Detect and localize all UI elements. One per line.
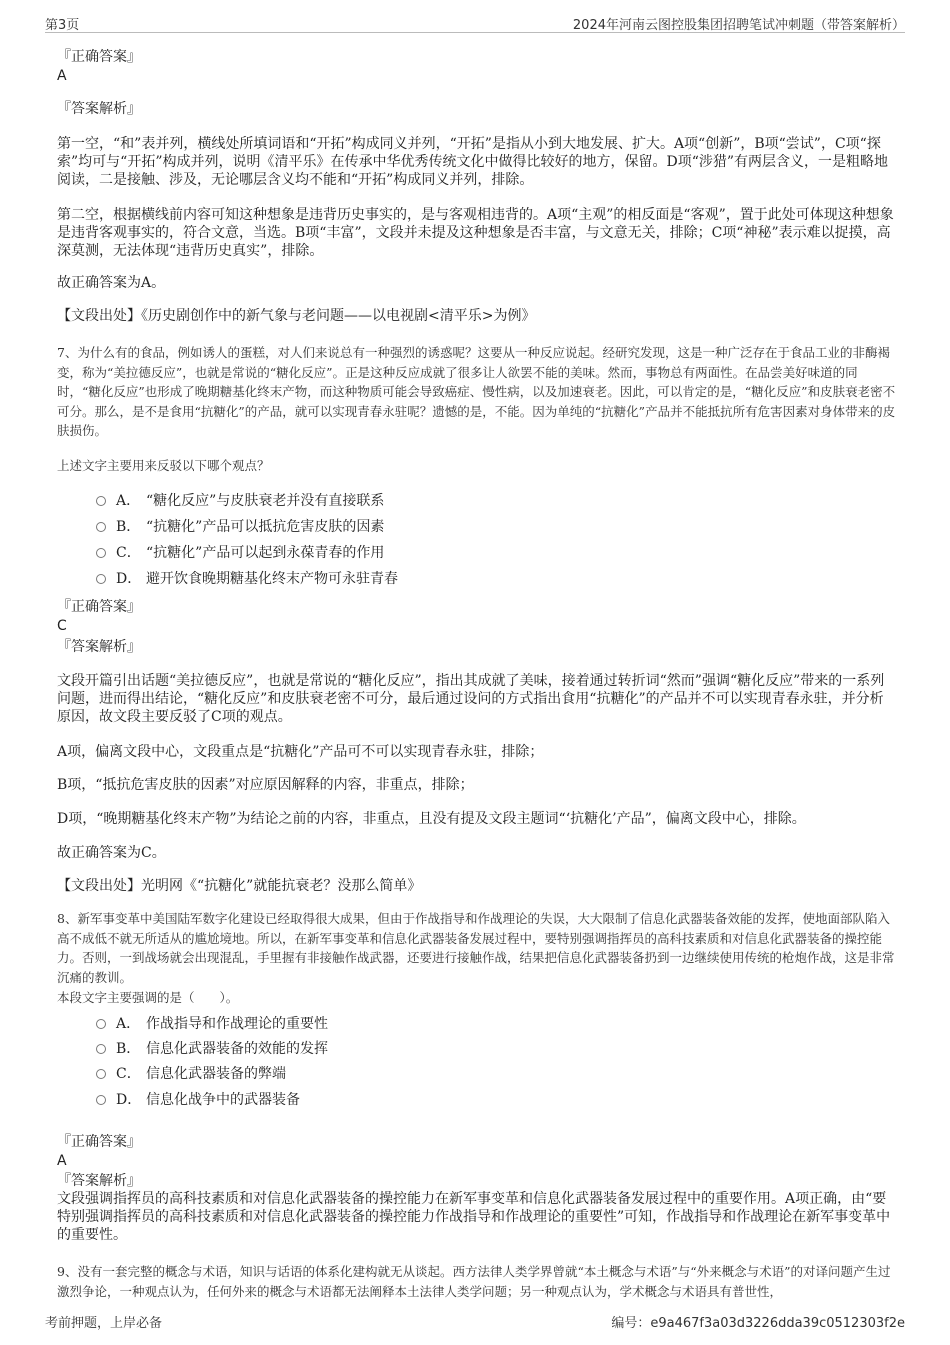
analysis-paragraph: 第二空，根据横线前内容可知这种想象是违背历史事实的，是与客观相违背的。A项“主观”的相反面是“客观”，置于此处可体现这种想象是违背客观事实的，符合文意，当选。B项“丰富”，文段并未提及这种想象是否丰富，与文意无关，排除；C项“神秘”表示难以捉摸，高深莫测，无法体现“违背历史真实”，排除。 (57, 207, 894, 259)
radio-icon[interactable] (96, 1044, 106, 1054)
document-title: 2024年河南云图控股集团招聘笔试冲刺题（带答案解析） (572, 18, 905, 33)
question-prompt: 本段文字主要强调的是（ ）。 (57, 990, 239, 1005)
correct-answer-label: 『正确答案』 (57, 1134, 141, 1150)
source-citation: 【文段出处】《历史剧创作中的新气象与老问题——以电视剧<清平乐>为例》 (57, 308, 536, 324)
analysis-label: 『答案解析』 (57, 639, 141, 655)
option-d[interactable]: D． 避开饮食晚期糖基化终末产物可永驻青春 (96, 570, 398, 588)
analysis-paragraph: 第一空，“和”表并列，横线处所填词语和“开拓”构成同义并列，“开拓”是指从小到大地发展、扩大。A项“创新”，B项“尝试”，C项“探索”均可与“开拓”构成并列，说明《清平乐》在传承中华优秀传统文化中做得比较好的地方，保留。D项“涉猎”有两层含义，一是粗略地阅读，二是接触、涉及，无论哪层含义均不能和“开拓”构成同义并列，排除。 (57, 136, 889, 188)
question-prompt: 上述文字主要用来反驳以下哪个观点？ (57, 458, 270, 473)
analysis-paragraph: D项，“晚期糖基化终末产物”为结论之前的内容，非重点，且没有提及文段主题词“‘抗糖化’产品”，偏离文段中心，排除。 (57, 811, 806, 827)
correct-answer-value: A (57, 1153, 67, 1169)
footer-slogan: 考前押题，上岸必备 (45, 1316, 163, 1331)
question-stem: 8、新军事变革中美国陆军数字化建设已经取得很大成果，但由于作战指导和作战理论的失误，大大限制了信息化武器装备效能的发挥，使地面部队陷入高不成低不就无所适从的尴尬境地。所以，在新军事变革和信息化武器装备发展过程中，要特别强调指挥员的高科技素质和对信息化武器装备的操控能力。否则，一到战场就会出现混乱，手里握有非接触作战武器，还要进行接触作战，结果把信息化武器装备扔到一边继续使用传统的枪炮作战，这是非常沉痛的教训。 (57, 911, 895, 985)
analysis-paragraph: 文段开篇引出话题“美拉德反应”，也就是常说的“糖化反应”，指出其成就了美味，接着通过转折词“然而”强调“糖化反应”带来的一系列问题，进而得出结论，“糖化反应”和皮肤衰老密不可分，最后通过设问的方式指出食用“抗糖化”的产品并不可以实现青春永驻，并分析原因，故文段主要反驳了C项的观点。 (57, 673, 885, 725)
radio-icon[interactable] (96, 1069, 106, 1079)
analysis-label: 『答案解析』 (57, 1173, 141, 1189)
analysis-paragraph: 文段强调指挥员的高科技素质和对信息化武器装备的操控能力在新军事变革和信息化武器装备发展过程中的重要作用。A项正确，由“要特别强调指挥员的高科技素质和对信息化武器装备的操控能力作战指导和作战理论的重要性”可知，作战指导和作战理论在新军事变革中的重要性。 (57, 1191, 891, 1243)
question-stem: 7、为什么有的食品，例如诱人的蛋糕，对人们来说总有一种强烈的诱惑呢？这要从一种反应说起。经研究发现，这是一种广泛存在于食品工业的非酶褐变，称为“美拉德反应”，也就是常说的“糖化反应”。正是这种反应成就了很多让人欲罢不能的美味。然而，事物总有两面性。在品尝美好味道的同时，“糖化反应”也形成了晚期糖基化终末产物，而这种物质可能会导致癌症、慢性病，以及加速衰老。因此，可以肯定的是，“糖化反应”和皮肤衰老密不可分。那么，是不是食用“抗糖化”的产品，就可以实现青春永驻呢？遗憾的是，不能。因为单纯的“抗糖化”产品并不能抵抗所有危害因素对身体带来的皮肤损伤。 (57, 345, 896, 438)
option-b[interactable]: B． “抗糖化”产品可以抵抗危害皮肤的因素 (96, 518, 384, 536)
analysis-conclusion: 故正确答案为A。 (57, 275, 166, 291)
radio-icon[interactable] (96, 574, 106, 584)
correct-answer-value: A (57, 68, 67, 84)
radio-icon[interactable] (96, 548, 106, 558)
correct-answer-value: C (57, 618, 67, 634)
radio-icon[interactable] (96, 522, 106, 532)
radio-icon[interactable] (96, 1095, 106, 1105)
analysis-paragraph: A项，偏离文段中心，文段重点是“抗糖化”产品可不可以实现青春永驻，排除； (57, 744, 544, 760)
option-a[interactable]: A． “糖化反应”与皮肤衰老并没有直接联系 (96, 492, 384, 510)
analysis-paragraph: B项，“抵抗危害皮肤的因素”对应原因解释的内容，非重点，排除； (57, 777, 474, 793)
page-footer (45, 1312, 905, 1332)
radio-icon[interactable] (96, 496, 106, 506)
correct-answer-label: 『正确答案』 (57, 599, 141, 615)
page-header (45, 12, 905, 33)
question-stem: 9、没有一套完整的概念与术语，知识与话语的体系化建构就无从谈起。西方法律人类学界曾就“本土概念与术语”与“外来概念与术语”的对译问题产生过激烈争论，一种观点认为，任何外来的概念与术语都无法阐释本土法律人类学问题；另一种观点认为，学术概念与术语具有普世性， (57, 1264, 891, 1299)
page-number: 第3页 (45, 18, 80, 33)
option-b[interactable]: B． 信息化武器装备的效能的发挥 (96, 1040, 328, 1058)
option-c[interactable]: C． “抗糖化”产品可以起到永葆青春的作用 (96, 544, 384, 562)
option-a[interactable]: A． 作战指导和作战理论的重要性 (96, 1015, 328, 1033)
document-id: 编号：e9a467f3a03d3226dda39c0512303f2e (611, 1316, 905, 1331)
correct-answer-label: 『正确答案』 (57, 49, 141, 65)
option-c[interactable]: C． 信息化武器装备的弊端 (96, 1065, 286, 1083)
source-citation: 【文段出处】光明网《“抗糖化”就能抗衰老？没那么简单》 (57, 878, 422, 894)
radio-icon[interactable] (96, 1019, 106, 1029)
analysis-label: 『答案解析』 (57, 101, 141, 117)
option-d[interactable]: D． 信息化战争中的武器装备 (96, 1091, 300, 1109)
analysis-conclusion: 故正确答案为C。 (57, 845, 166, 861)
